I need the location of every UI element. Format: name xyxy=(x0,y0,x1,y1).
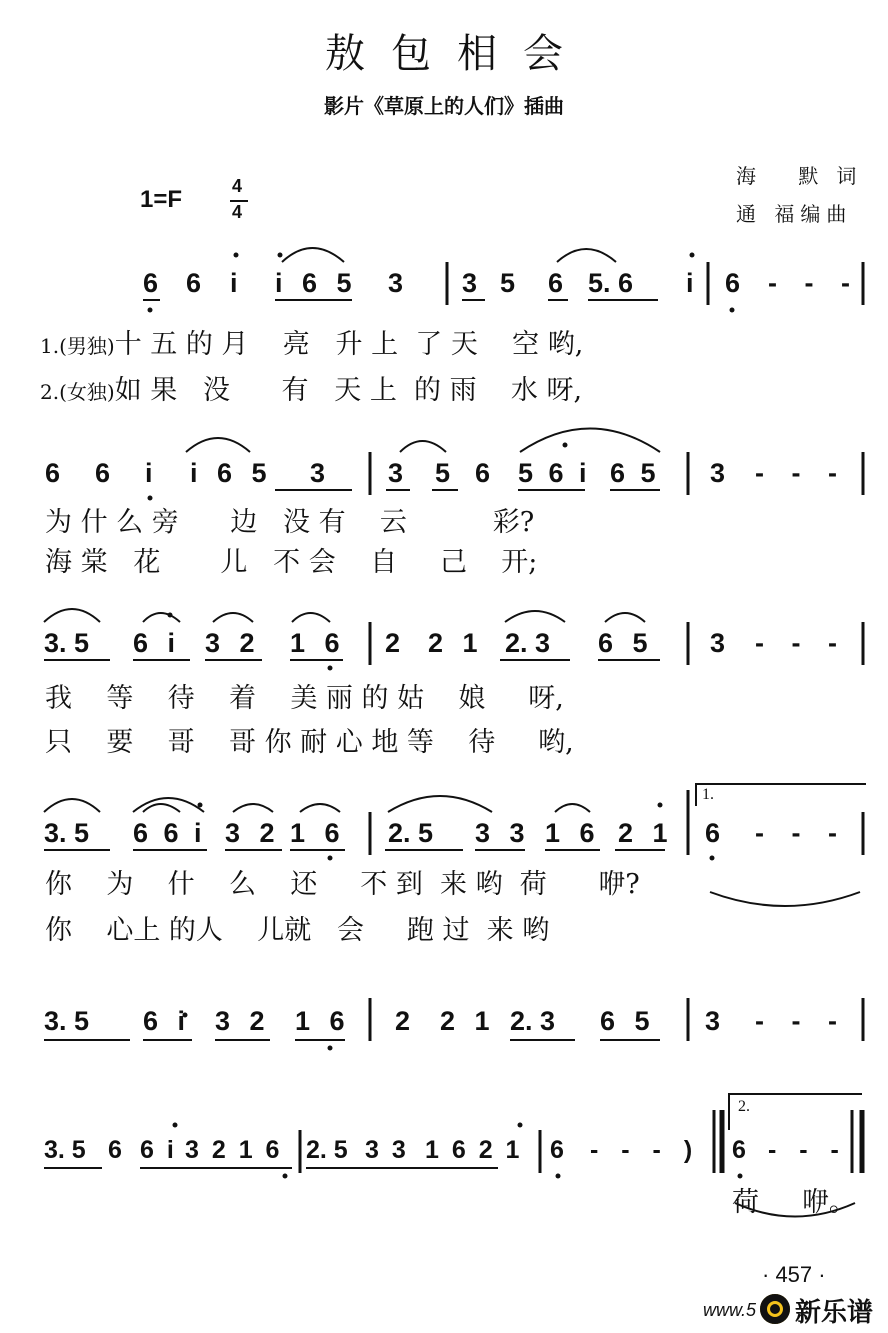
note: i xyxy=(230,268,238,298)
rest-dashes: - - - xyxy=(768,1136,847,1164)
note-group: 1 6 xyxy=(290,818,346,848)
volta-2-label: 2. xyxy=(738,1098,750,1115)
note-group: 6 5 xyxy=(610,458,660,488)
rest-dashes: - - - xyxy=(755,818,847,848)
note-group: 6 i xyxy=(143,1006,192,1036)
lyric-verse-2 xyxy=(40,368,582,407)
note-group: i 6 5 xyxy=(275,268,358,298)
note: 6 xyxy=(45,458,61,488)
note-group: 6 i xyxy=(140,1136,177,1164)
lyricist-credit: 海 默词 xyxy=(736,164,875,188)
rest-dashes: - - - xyxy=(755,628,847,658)
song-subtitle: 影片《草原上的人们》插曲 xyxy=(324,94,564,118)
note: i xyxy=(145,458,153,488)
note-group: 3 2 xyxy=(205,628,261,658)
note: 3 xyxy=(388,268,404,298)
note: 5 xyxy=(500,268,516,298)
note-group: 2. 3 xyxy=(505,628,551,658)
rest-dashes: - - - xyxy=(755,458,847,488)
lyric-ending: 荷 咿。 xyxy=(732,1187,856,1218)
rest-dashes: - - - xyxy=(768,268,860,298)
note-group: 6 5 xyxy=(600,1006,656,1036)
note: 3 xyxy=(310,458,326,488)
verse-label: 2.(女独) xyxy=(40,380,115,404)
verse-label: 1.(男独) xyxy=(40,334,115,358)
note: 3 xyxy=(710,628,726,658)
note-group: 5. 6 xyxy=(588,268,634,298)
lyric-text: 十 五 的 月 亮 升 上 了 天 空 哟, xyxy=(114,329,584,360)
note-group: 3 3 xyxy=(475,818,531,848)
note: 5 xyxy=(435,458,451,488)
note: 6 xyxy=(475,458,491,488)
record-logo-icon xyxy=(760,1294,790,1324)
note: 3 xyxy=(388,458,404,488)
note: 3 xyxy=(705,1006,721,1036)
note: i xyxy=(686,268,694,298)
note-group: 6 6 i xyxy=(133,818,206,848)
note-group: 6 i xyxy=(133,628,182,658)
note: 6 xyxy=(548,268,564,298)
note: 6 xyxy=(143,268,159,298)
note-group: 2 1 xyxy=(440,1006,496,1036)
lyric-verse-1: 我 等 待 着 美 丽 的 姑 娘 呀, xyxy=(45,683,564,714)
composer-credit: 通 福编曲 xyxy=(736,202,853,226)
note-group: 1 6 xyxy=(290,628,346,658)
note-group: 6 5 xyxy=(598,628,654,658)
brand-name: 新乐谱 xyxy=(795,1298,874,1328)
lyric-verse-2: 你 心上 的人 儿就 会 跑 过 来 哟 xyxy=(45,915,550,946)
note-group: 3 2 1 6 xyxy=(185,1136,283,1164)
song-title: 敖包相会 xyxy=(325,31,589,77)
key-signature: 1=F xyxy=(140,186,183,213)
note-group: 2. 5 xyxy=(306,1136,348,1164)
note-group: 2 1 xyxy=(618,818,674,848)
note-group: 3. 5 xyxy=(44,1136,86,1164)
note: 6 xyxy=(725,268,741,298)
note: 3 xyxy=(710,458,726,488)
note-group: 3 2 xyxy=(215,1006,271,1036)
note: 6 xyxy=(108,1136,122,1164)
note-group: 3. 5 xyxy=(44,1006,90,1036)
note: 2 xyxy=(385,628,401,658)
note: 6 xyxy=(186,268,202,298)
note-group: i 6 5 xyxy=(190,458,273,488)
note-group: 3 3 xyxy=(365,1136,409,1164)
note: 6 xyxy=(95,458,111,488)
time-signature-top: 4 xyxy=(232,176,243,196)
note: 6 xyxy=(732,1136,746,1164)
rest-dashes: - - - xyxy=(755,1006,847,1036)
note-group: 1 6 xyxy=(545,818,601,848)
note: 2 xyxy=(395,1006,411,1036)
note-group: 3. 5 xyxy=(44,628,90,658)
page-number: · 457 · xyxy=(762,1262,826,1287)
note-group: 2. 3 xyxy=(510,1006,556,1036)
note-group: 1 6 xyxy=(295,1006,351,1036)
note-group: 2 1 xyxy=(428,628,484,658)
note-group: 2. 5 xyxy=(388,818,434,848)
note: 6 xyxy=(705,818,721,848)
note: 6 xyxy=(550,1136,564,1164)
lyric-verse-2: 只 要 哥 哥 你 耐 心 地 等 待 哟, xyxy=(45,727,574,758)
note-group: 5 6 i xyxy=(518,458,591,488)
note-group: 1 6 2 1 xyxy=(425,1136,523,1164)
lyric-verse-1: 你 为 什 么 还 不 到 来 哟 荷 咿? xyxy=(45,869,640,900)
lyric-text: 如 果 没 有 天 上 的 雨 水 呀, xyxy=(114,375,583,406)
time-signature-bottom: 4 xyxy=(232,202,243,222)
volta-1-label: 1. xyxy=(702,786,714,803)
note-group: 3. 5 xyxy=(44,818,90,848)
note: 3 xyxy=(462,268,478,298)
lyric-verse-2: 海 棠 花 儿 不 会 自 己 开; xyxy=(45,547,538,578)
lyric-verse-1: 为 什 么 旁 边 没 有 云 彩? xyxy=(45,507,535,538)
rest-dashes-closing: - - - ) xyxy=(590,1136,701,1164)
note-group: 3 2 xyxy=(225,818,281,848)
website-text: www.5 xyxy=(703,1300,757,1320)
lyric-verse-1 xyxy=(40,322,583,361)
